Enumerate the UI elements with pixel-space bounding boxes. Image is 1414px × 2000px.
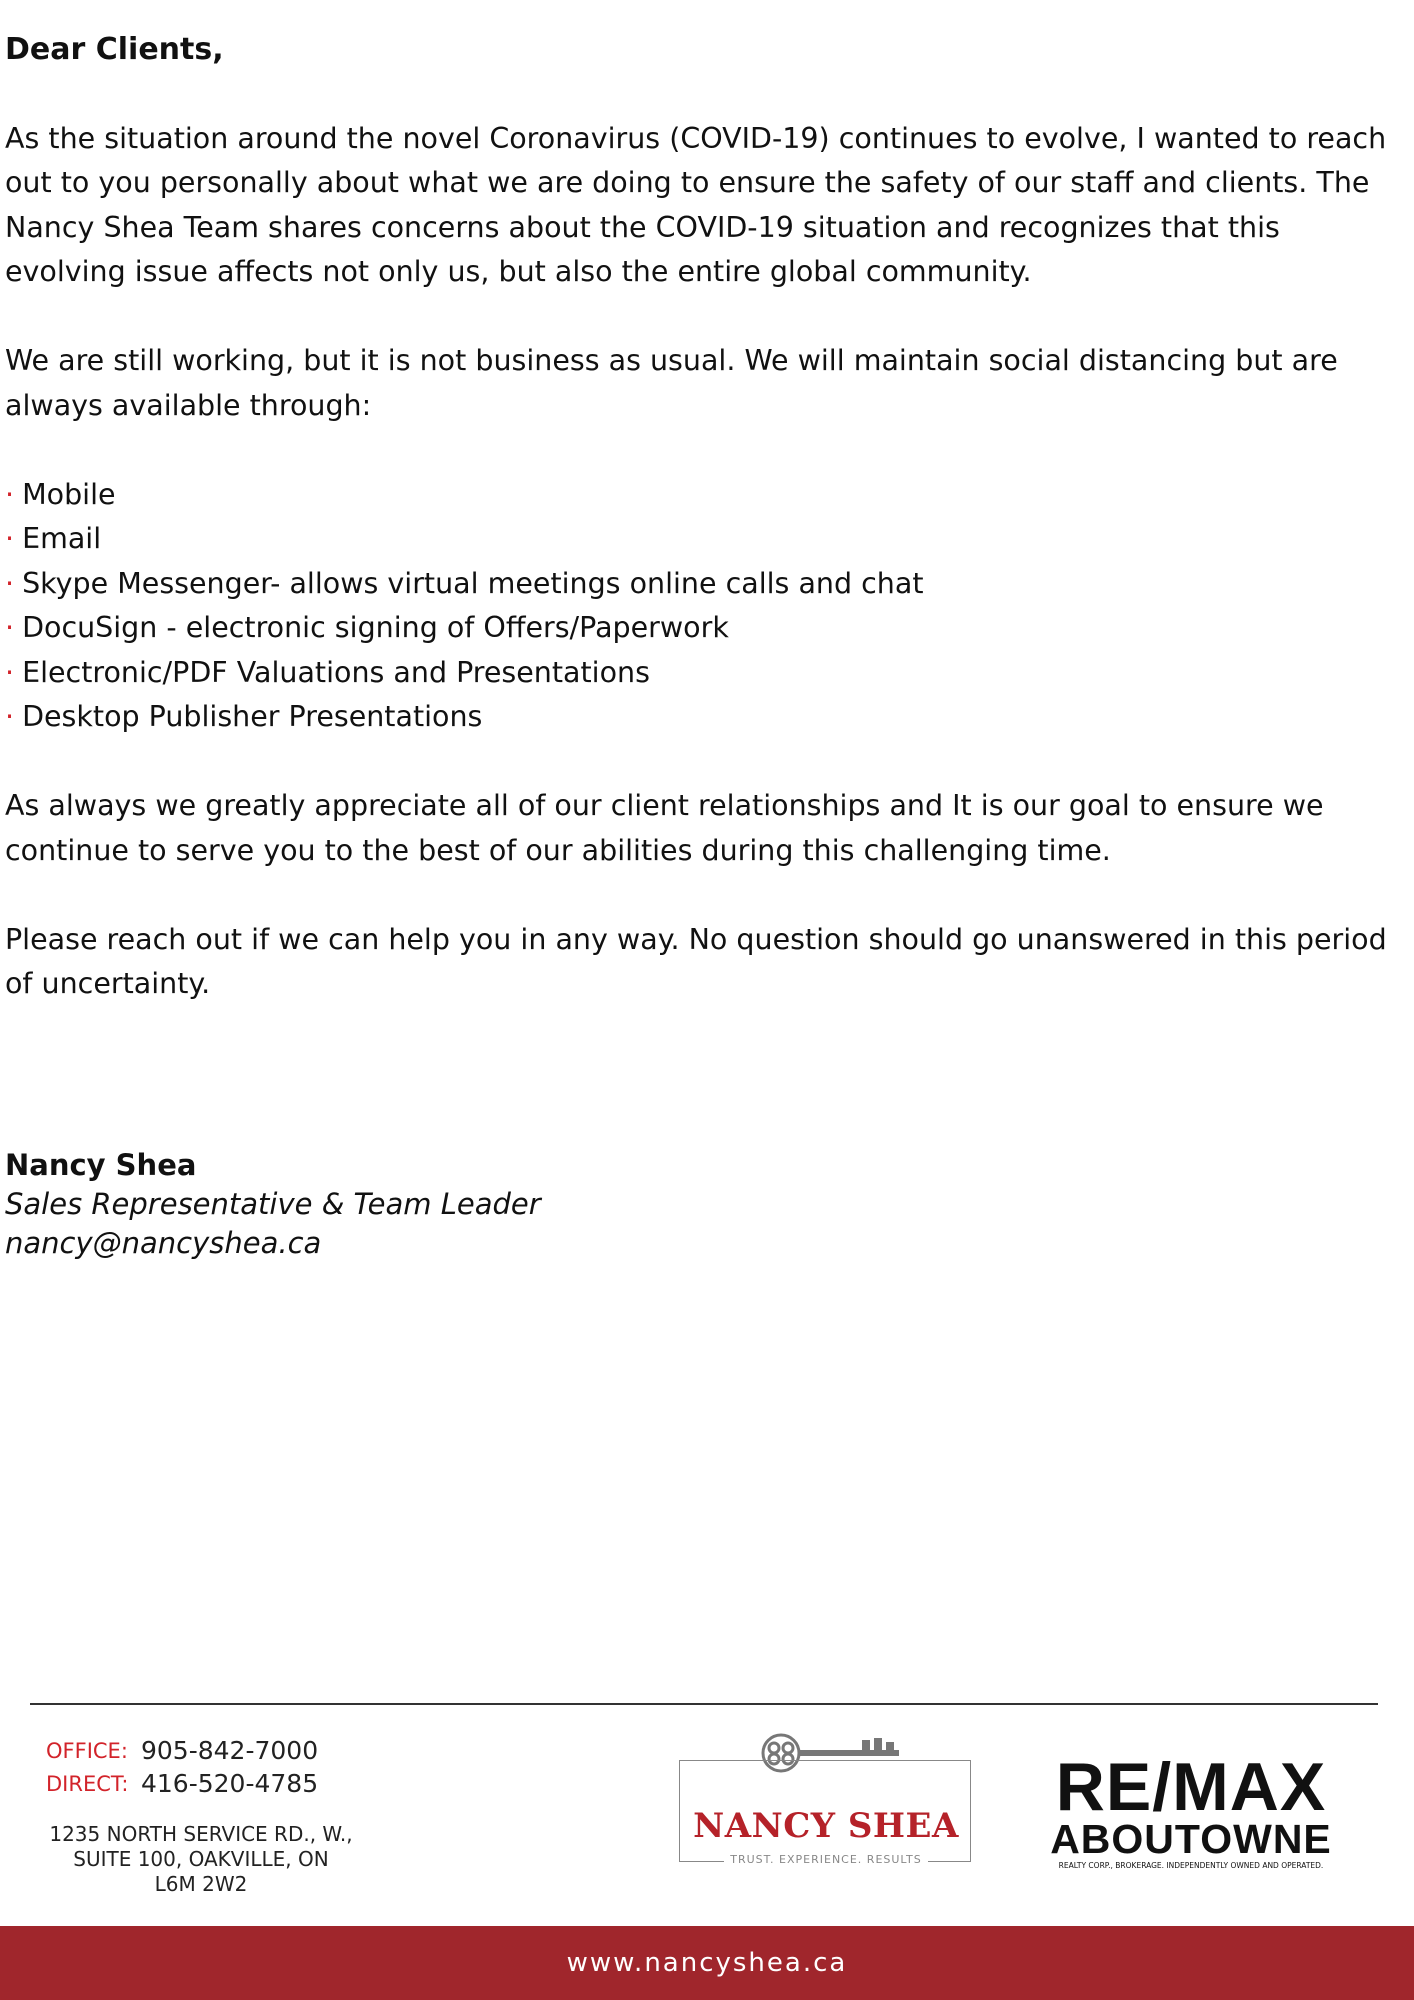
logo-name: NANCY SHEA [693,1806,959,1846]
office-phone[interactable]: 905-842-7000 [141,1736,319,1765]
list-item: · DocuSign - electronic signing of Offers/Paperwork [5,611,729,644]
signature-block [5,1145,541,1263]
letter-body [5,28,1405,1007]
office-row [46,1734,366,1767]
nancy-shea-logo [679,1728,973,1865]
remax-wordmark: RE/MAX [1055,1749,1327,1825]
website-link[interactable]: www.nancyshea.ca [566,1948,848,1978]
footer-divider [30,1703,1378,1705]
remax-disclaimer: REALTY CORP., BROKERAGE. INDEPENDENTLY OWNED AND OPERATED. [1058,1861,1324,1870]
bullet-icon: · [5,700,15,733]
direct-row [46,1767,366,1800]
address-line: 1235 NORTH SERVICE RD., W., [49,1822,353,1846]
contact-methods-list [5,473,1405,740]
bullet-icon: · [5,522,15,555]
footer-bar [0,1926,1414,2000]
signature-title: Sales Representative & Team Leader [5,1187,541,1221]
bullet-icon: · [5,566,15,600]
address [46,1822,356,1897]
paragraph-intro: As the situation around the novel Coronavirus (COVID-19) continues to evolve, I wanted to reach out to you personally about what we are doing to ensure the safety of our staff and clients. The Nancy Shea Team shares concerns about the COVID-19 situation and recognizes that this evolving issue affects not only us, but also the entire global community. [5,121,1387,288]
list-item: · Skype Messenger- allows virtual meetings online calls and chat [5,566,924,600]
contact-block [46,1734,366,1897]
address-line: L6M 2W2 [154,1872,248,1896]
signature-name: Nancy Shea [5,1148,197,1182]
remax-office: ABOUTOWNE [1050,1816,1332,1862]
address-line: SUITE 100, OAKVILLE, ON [73,1847,329,1871]
logo-tagline: TRUST. EXPERIENCE. RESULTS [679,1853,973,1866]
list-item: · Electronic/PDF Valuations and Presentations [5,655,650,689]
bullet-icon: · [5,655,15,689]
bullet-icon: · [5,611,15,644]
paragraph-closing: Please reach out if we can help you in any way. No question should go unanswered in this period of uncertainty. [5,922,1387,1000]
list-item: · Desktop Publisher Presentations [5,700,483,733]
bullet-icon: · [5,477,15,511]
signature-email[interactable]: nancy@nancyshea.ca [5,1226,322,1260]
greeting: Dear Clients, [5,32,224,67]
list-item: · Mobile [5,477,116,511]
remax-logo [1036,1749,1346,1871]
list-item: · Email [5,522,102,555]
direct-label: DIRECT: [46,1771,129,1796]
office-label: OFFICE: [46,1738,128,1763]
paragraph-availability: We are still working, but it is not business as usual. We will maintain social distancing but are always available through: [5,344,1338,422]
direct-phone[interactable]: 416-520-4785 [141,1769,319,1798]
paragraph-appreciation: As always we greatly appreciate all of our client relationships and It is our goal to ensure we continue to serve you to the best of our abilities during this challenging time. [5,789,1324,867]
